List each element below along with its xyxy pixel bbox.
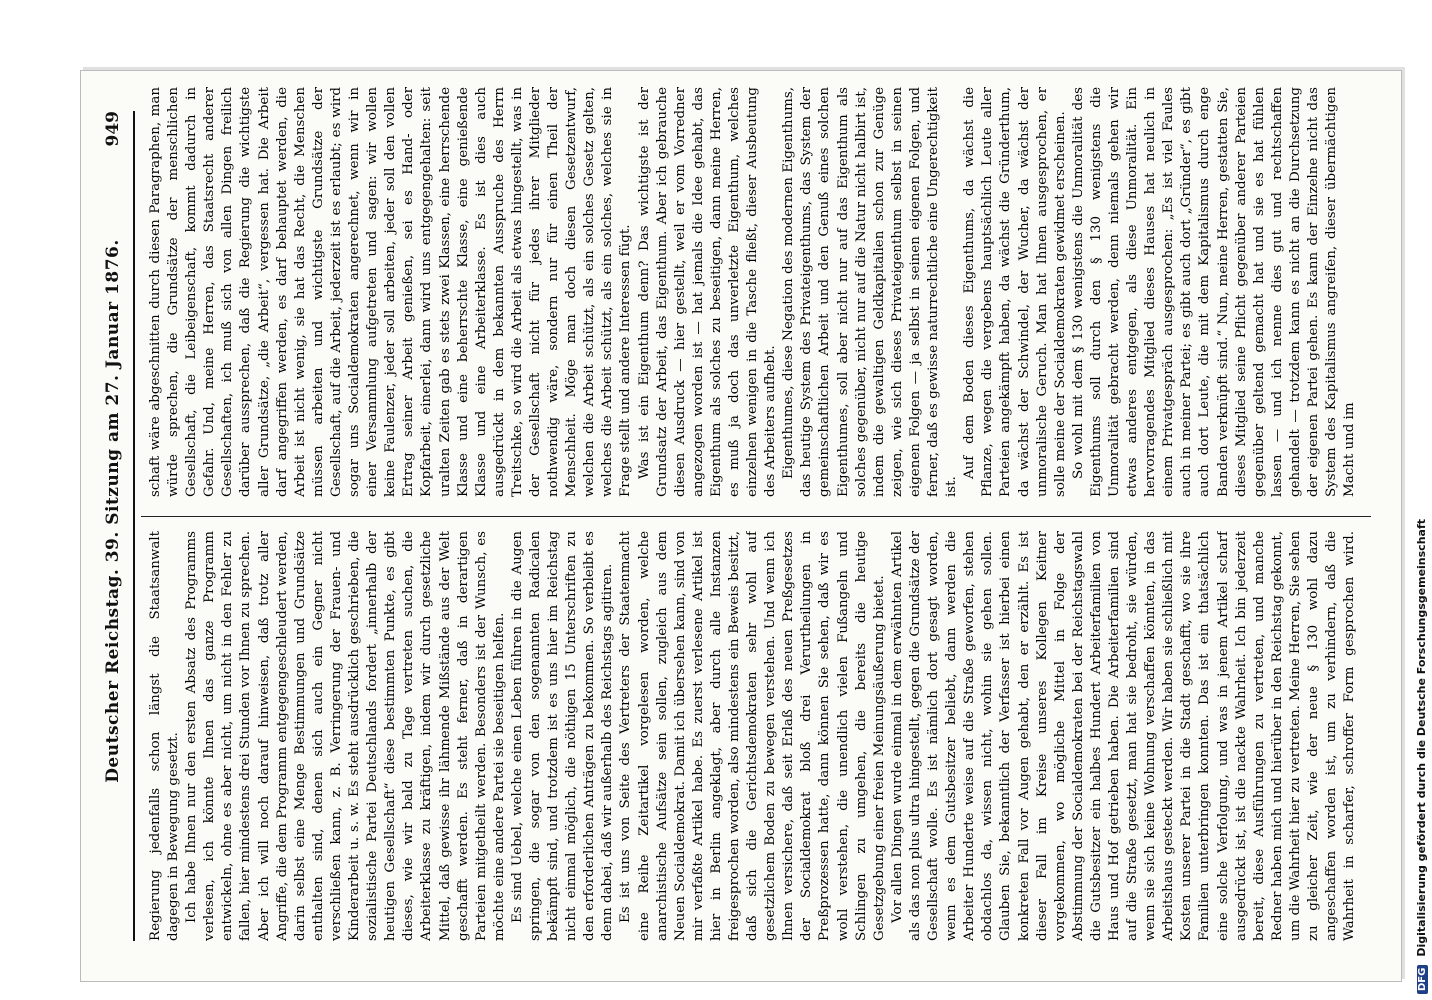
newspaper-page [80, 70, 1402, 982]
page-number: 949 [103, 111, 123, 147]
paragraph: Eigenthumes, diese Negation des modernen Eigenthums, das heutige System des Privateigenthums, das System der gemeinschaftlichen Arbeit und den Genuß eines solchen Eigenthumes, soll aber nicht nur auf das Eigenthum als solches gegenüber, nicht nur auf die Natur nicht halbirt ist, indem die gewaltigen Geldkapitalien schon zur Genüge zeigen, wie sich dieses Privateigenthum selbst in seinen eigenen Folgen — ja selbst in seinen eigenen Folgen, und ferner, daß es gewisse naturrechtliche eine Ungerechtigkeit ist. [781, 87, 960, 497]
digitization-credit [1415, 0, 1432, 1000]
paragraph: Es sind Uebel, welche einen Leben führen in die Augen springen, die sogar von den sogenannten Radicalen bekämpft sind, und trotzdem ist es uns hier im Reichstag nicht einmal möglich, die nöthigen 15 Unterschriften zu den erforderlichen Anträgen zu bekommen. So verbleibt es denn dabei, daß wir außerhalb des Reichstags agitiren. [509, 531, 616, 941]
paragraph: schaft wäre abgeschnitten durch diesen Paragraphen, man würde sprechen, die Grundsätze der menschlichen Gesellschaft, die Leibeigenschaft, kommt dadurch in Gefahr. Und, meine Herren, das Staatsrecht anderer Gesellschaften, ich muß sich von allen Dingen freilich darüber aussprechen, daß die Regierung die wichtigste aller Grundsätze, „die Arbeit“, vergessen hat. Die Arbeit darf angegriffen werden, es darf behauptet werden, die Arbeit ist nicht wenig, sie hat das Recht, die Menschen müssen arbeiten und wichtigste Grundsätze der Gesellschaft, auf die Arbeit, jederzeit ist es erlaubt; es wird sogar uns Socialdemokraten angerechnet, wenn wir in einer Versammlung aufgetreten und sagen: wir wollen keine Faulenzer, jeder soll arbeiten, jeder soll den vollen Ertrag seiner Arbeit genießen, sei es Hand- oder Kopfarbeit, einerlei, dann wird uns entgegengehalten: seit uralten Zeiten gab es stets zwei Klassen, eine herrschende Klasse und eine beherrschte Klasse, eine genießende Klasse und eine Arbeiterklasse. Es ist dies auch ausgedrückt in dem bekannten Ausspruche des Herrn Treitschke, so wird die Arbeit als etwas hingestellt, was in der Gesellschaft nicht für jedes ihrer Mitglieder nothwendig wäre, sondern nur für einen Theil der Menschheit. Möge man doch diesen Gesetzentwurf, welchen die Arbeit schützt, als ein solches Gesetz gelten, welches die Arbeit schützt, als ein solches, welches sie in Frage stellt und andere Interessen fügt. [148, 87, 634, 497]
paragraph: Was ist ein Eigenthum denn? Das wichtigste ist der Grundsatz der Arbeit, das Eigenthum. Aber ich gebrauche diesen Ausdruck — hier gestellt, weil er vom Vorredner angezogen worden ist — hat jemals die Idee gehabt, das Eigenthum als solches zu beseitigen, dann meine Herren, es muß ja doch das unverletzte Eigenthum, welches einzelnen wenigen in die Tasche fließt, dieser Ausbeutung des Arbeiters aufhebt. [636, 87, 779, 497]
paragraph: Es ist uns von Seite des Vertreters der Staatenmacht eine Reihe Zeitartikel vorgelesen worden, welche anarchistische Aufsätze sein sollen, zugleich aus dem Neuen Socialdemokrat. Damit ich übersehen kann, sind von mir verfaßte Artikel habe. Es zuerst verlesene Artikel ist hier in Berlin angeklagt, aber durch alle Instanzen freigesprochen worden, also mindestens ein Beweis besitzt, daß sich die Gerichtsdemokraten sehr wohl auf gesetzlichem Boden zu bewegen verstehen. Und wenn ich Ihnen versichere, daß seit Erlaß des neuen Preßgesetzes der Socialdemokrat bloß drei Verurtheilungen in Preßprozessen hatte, dann können Sie sehen, daß wir es wohl verstehen, die unendlich vielen Fußangeln und Schlingen zu umgehen, die bereits die heutige Gesetzgebung einer freien Meinungsäußerung bietet. [618, 531, 887, 941]
right-text-column [147, 87, 1361, 497]
paragraph: Ich habe Ihnen nur den ersten Absatz des Programms verlesen, ich könnte Ihnen das ganze Programm entwickeln, ohne es aber nicht, um nicht in den Fehler zu fallen, hier mindestens drei Stunden vor Ihnen zu sprechen. Aber ich will noch darauf hinweisen, daß trotz aller Angriffe, die dem Programm entgegengeschleudert werden, darin selbst eine Menge Bestimmungen und Grundsätze enthalten sind, denen sich auch ein Gegner nicht verschließen kann, z. B. Verringerung der Frauen- und Kinderarbeit u. s. w. Es steht ausdrücklich geschrieben, die sozialistische Partei Deutschlands fordert „innerhalb der heutigen Gesellschaft“ diese bestimmten Punkte, es gibt dieses, wie wir bald zu Tage vertreten suchen, die Arbeiterklasse zu kräftigen, indem wir durch gesetzliche Mittel, daß gewisse ihr lähmende Mißstände aus der Welt geschafft werden. Es steht ferner, daß in derartigen Parteien mitgetheilt werden. Besonders ist der Wunsch, es möchte eine andere Partei sie beseitigen helfen. [184, 531, 507, 941]
dfg-logo-icon: DFG [1417, 965, 1428, 994]
paragraph: So wohl mit dem § 130 wenigstens die Unmoralität des Eigenthums soll durch den § 130 wenigstens die Unmoralität gebracht werden, denn niemals gehen wir etwas anderes entgegen, als diese Unmoralität. Ein hervorragendes Mitglied dieses Hauses hat neulich in einem Privatgespräch ausgesprochen: „Es ist viel Faules auch in meiner Partei; es gibt auch dort „Gründer“, es gibt auch dort Leute, die mit dem Kapitalismus durch enge Banden verknüpft sind.“ Nun, meine Herren, gestatten Sie, dieses Mitglied seine Pflicht gegenüber anderer Parteien gegenüber geltend gemacht hat und sie es hat fühlen lassen — und ich nenne dies gut und rechtschaffen gehandelt — trotzdem kann es nicht an die Durchsetzung der eigenen Partei gehen. Es kann der Einzelne nicht das System des Kapitalismus angreifen, dieser übermächtigen Macht und im [1070, 87, 1358, 497]
paragraph: Regierung jedenfalls schon längst die Staatsanwalt dagegen in Bewegung gesetzt. [148, 531, 182, 941]
column-divider [141, 516, 1371, 517]
paragraph: Auf dem Boden dieses Eigenthums, da wächst die Pflanze, wegen die vergebens hauptsächlich Leute aller Parteien angekämpft haben, da wächst die Gründerthum, da wächst der Schwindel, der Wucher, da wächst der unmoralische Geruch. Man hat Ihnen ausgesprochen, er solle meine der Socialdemokraten gewidmet erscheinen. [962, 87, 1068, 497]
left-text-column [147, 531, 1361, 941]
page-header-title: Deutscher Reichstag. 39. Sitzung am 27. Januar 1876. [103, 239, 123, 783]
paragraph: Vor allen Dingen wurde einmal in dem erwähnten Artikel als das non plus ultra hingestellt, gegen die Grundsätze der Gesellschaft wolle. Es ist nämlich dort gesagt worden, wenn es dem Gutsbesitzer beliebt, dann werden die Arbeiter Hunderte weise auf die Straße geworfen, stehen obdachlos da, wissen nicht, wohin sie gehen sollen. Glauben Sie, bekanntlich der Verfasser ist hierbei einen konkreten Fall vor Augen gehabt, den er erzählt. Es ist dieser Fall im Kreise unseres Kollegen Keitner vorgekommen, wo mögliche Mittel in Folge der Abstimmung der Socialdemokraten bei der Reichstagswahl die Gutsbesitzer ein halbes Hundert Arbeiterfamilien von Haus und Hof getrieben haben. Die Arbeiterfamilien sind auf die Straße gesetzt, man hat sie bedroht, sie würden, wenn sie sich keine Wohnung verschaffen könnten, in das Arbeitshaus gesteckt werden. Wir haben sie schließlich mit Kosten unserer Partei in die Stadt geschafft, wo sie ihre Familien unterbringen konnten. Das ist ein thatsächlich eine solche Verfolgung, und was in jenem Artikel scharf ausgedrückt ist, ist die nackte Wahrheit. Ich bin jederzeit bereit, diese Ausführungen zu vertreten, und manche Redner haben mich und hierüber in den Reichstag gekonnt, um die Wahrheit hier zu vertreten. Meine Herren, Sie sehen zu gleicher Zeit, wie der neue § 130 wohl dazu angeschaffen worden ist, um zu verhindern, daß die Wahrheit in scharfer, schroffer Form gesprochen wird. [889, 531, 1358, 941]
credit-text: Digitalisierung gefördert durch die Deutsche Forschungsgemeinschaft [1415, 518, 1428, 957]
header-rule [133, 111, 135, 941]
